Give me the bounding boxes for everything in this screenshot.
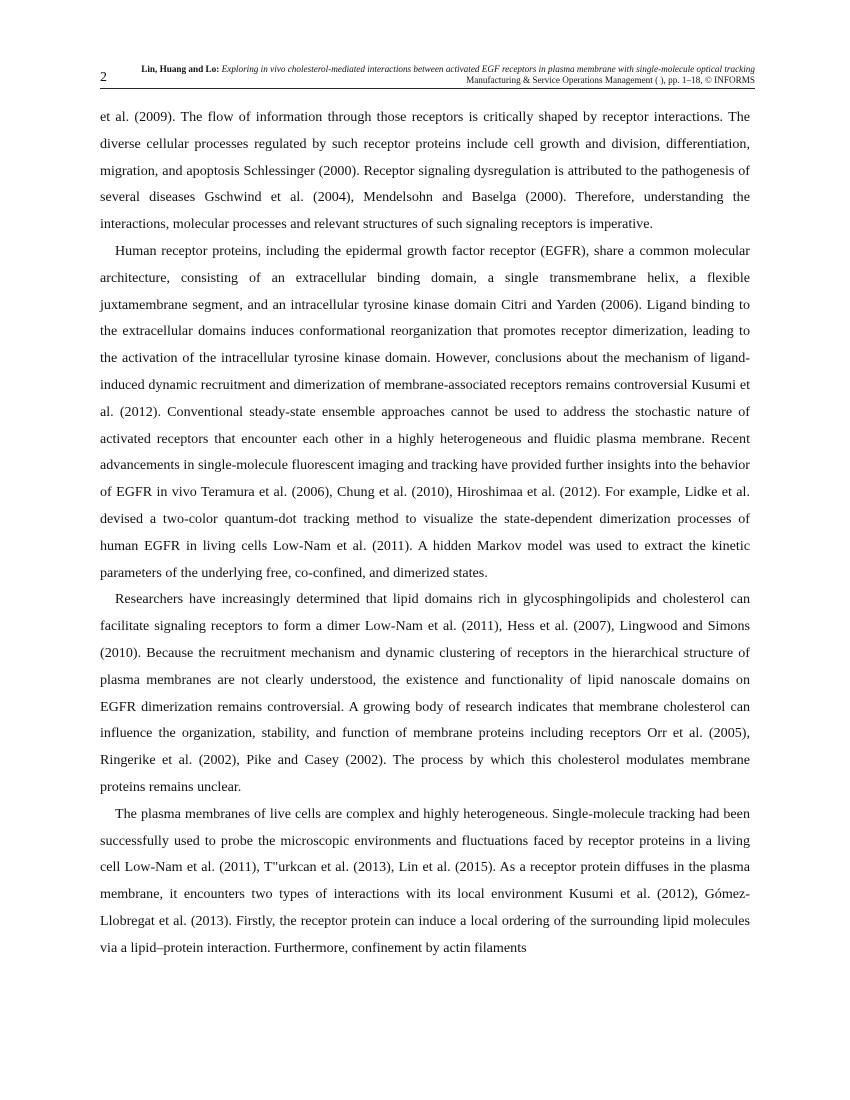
running-paper-title: Exploring in vivo cholesterol-mediated interactions between activated EGF receptors in plasma membrane with single-molecule optical tracking xyxy=(221,64,755,74)
header-rule xyxy=(100,88,755,89)
paragraph-1: et al. (2009). The flow of information through those receptors is critically shaped by receptor interactions. The diverse cellular processes regulated by such receptor proteins include cell growth and division, differentiation, migration, and apoptosis Schlessinger (2000). Receptor signaling dysregulation is attributed to the pathogenesis of several diseases Gschwind et al. (2004), Mendelsohn and Baselga (2000). Therefore, understanding the interactions, molecular processes and relevant structures of such signaling receptors is imperative. xyxy=(100,109,750,233)
paragraph-2: Human receptor proteins, including the epidermal growth factor receptor (EGFR), share a common molecular architecture, consisting of an extracellular binding domain, a single transmembrane helix, a flexible juxtamembrane segment, and an intracellular tyrosine kinase domain Citri and Yarden (2006). Ligand binding to the extracellular domains induces conformational reorganization that promotes receptor dimerization, leading to the activation of the intracellular tyrosine kinase domain. However, conclusions about the mechanism of ligand-induced dynamic recruitment and dimerization of membrane-associated receptors remains controversial Kusumi et al. (2012). Conventional steady-state ensemble approaches cannot be used to address the stochastic nature of activated receptors that encounter each other in a highly heterogeneous and fluidic plasma membrane. Recent advancements in single-molecule fluorescent imaging and tracking have provided further insights into the behavior of EGFR in vivo Teramura et al. (2006), Chung et al. (2010), Hiroshimaa et al. (2012). For example, Lidke et al. devised a two-color quantum-dot tracking method to visualize the state-dependent dimerization processes of human EGFR in living cells Low-Nam et al. (2011). A hidden Markov model was used to extract the kinetic parameters of the underlying free, co-confined, and dimerized states. xyxy=(100,242,750,581)
running-journal: Manufacturing & Service Operations Management ( ), pp. 1–18, © INFORMS xyxy=(466,75,755,85)
running-header xyxy=(100,64,755,88)
page-number: 2 xyxy=(100,70,107,85)
paragraph-3: Researchers have increasingly determined that lipid domains rich in glycosphingolipids and cholesterol can facilitate signaling receptors to form a dimer Low-Nam et al. (2011), Hess et al. (2007), Lingwood and Simons (2010). Because the recruitment mechanism and dynamic clustering of receptors in the hierarchical structure of plasma membranes are not clearly understood, the existence and functionality of lipid nanoscale domains on EGFR dimerization remains controversial. A growing body of research indicates that membrane cholesterol can influence the organization, stability, and function of membrane proteins including receptors Orr et al. (2005), Ringerike et al. (2002), Pike and Casey (2002). The process by which this cholesterol modulates membrane proteins remains unclear. xyxy=(100,591,750,795)
body-text xyxy=(100,104,750,962)
paragraph-4: The plasma membranes of live cells are complex and highly heterogeneous. Single-molecule tracking had been successfully used to probe the microscopic environments and fluctuations faced by receptor proteins in a living cell Low-Nam et al. (2011), T"urkcan et al. (2013), Lin et al. (2015). As a receptor protein diffuses in the plasma membrane, it encounters two types of interactions with its local environment Kusumi et al. (2012), Gómez-Llobregat et al. (2013). Firstly, the receptor protein can induce a local ordering of the surrounding lipid molecules via a lipid–protein interaction. Furthermore, confinement by actin filaments xyxy=(100,805,750,956)
running-title xyxy=(141,64,755,75)
running-authors: Lin, Huang and Lo: xyxy=(141,64,220,74)
